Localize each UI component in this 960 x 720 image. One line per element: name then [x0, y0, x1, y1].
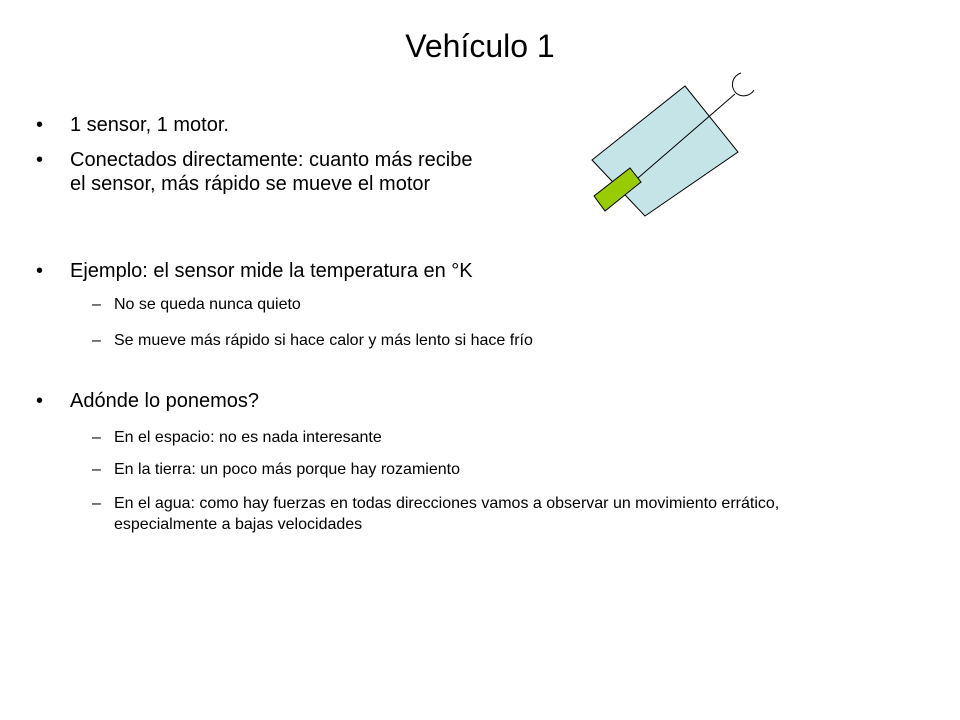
sub-bullet-4-1: [92, 427, 872, 448]
sub-bullet-marker: –: [92, 461, 101, 478]
bullet-marker: •: [36, 390, 44, 412]
sub-bullet-4-3: [92, 493, 872, 535]
sub-bullet-3-1-text: No se queda nunca quieto: [114, 296, 301, 313]
sub-bullet-marker: –: [92, 429, 101, 446]
bullet-marker: •: [36, 149, 44, 171]
bullet-4-text: Adónde lo ponemos?: [70, 390, 260, 412]
sub-bullet-marker: –: [92, 332, 101, 349]
sub-bullet-3-1: [92, 294, 792, 315]
sub-bullet-4-2: [92, 459, 872, 480]
bullet-3-text: Ejemplo: el sensor mide la temperatura en °K: [70, 260, 473, 282]
sensor: [732, 73, 754, 96]
sub-bullet-marker: –: [92, 296, 101, 313]
bullet-marker: •: [36, 114, 44, 136]
sub-bullet-marker: –: [92, 495, 101, 512]
bullet-4: [36, 389, 656, 413]
slide-title: Vehículo 1: [405, 28, 555, 64]
sub-bullet-3-2-text: Se mueve más rápido si hace calor y más lento si hace frío: [114, 332, 533, 349]
bullet-3: [36, 259, 656, 283]
bullet-1-text: 1 sensor, 1 motor.: [70, 114, 229, 136]
bullet-1: [36, 113, 496, 137]
bullet-2-text: Conectados directamente: cuanto más recibe el sensor, más rápido se mueve el motor: [70, 149, 473, 195]
sub-bullet-4-3-text: En el agua: como hay fuerzas en todas direcciones vamos a observar un movimiento errático, especialmente a bajas velocidades: [114, 495, 780, 533]
bullet-2: [36, 148, 488, 196]
bullet-marker: •: [36, 260, 44, 282]
sub-bullet-3-2: [92, 330, 792, 351]
sub-bullet-4-1-text: En el espacio: no es nada interesante: [114, 429, 382, 446]
vehicle-diagram: [590, 70, 770, 220]
sub-bullet-4-2-text: En la tierra: un poco más porque hay rozamiento: [114, 461, 460, 478]
